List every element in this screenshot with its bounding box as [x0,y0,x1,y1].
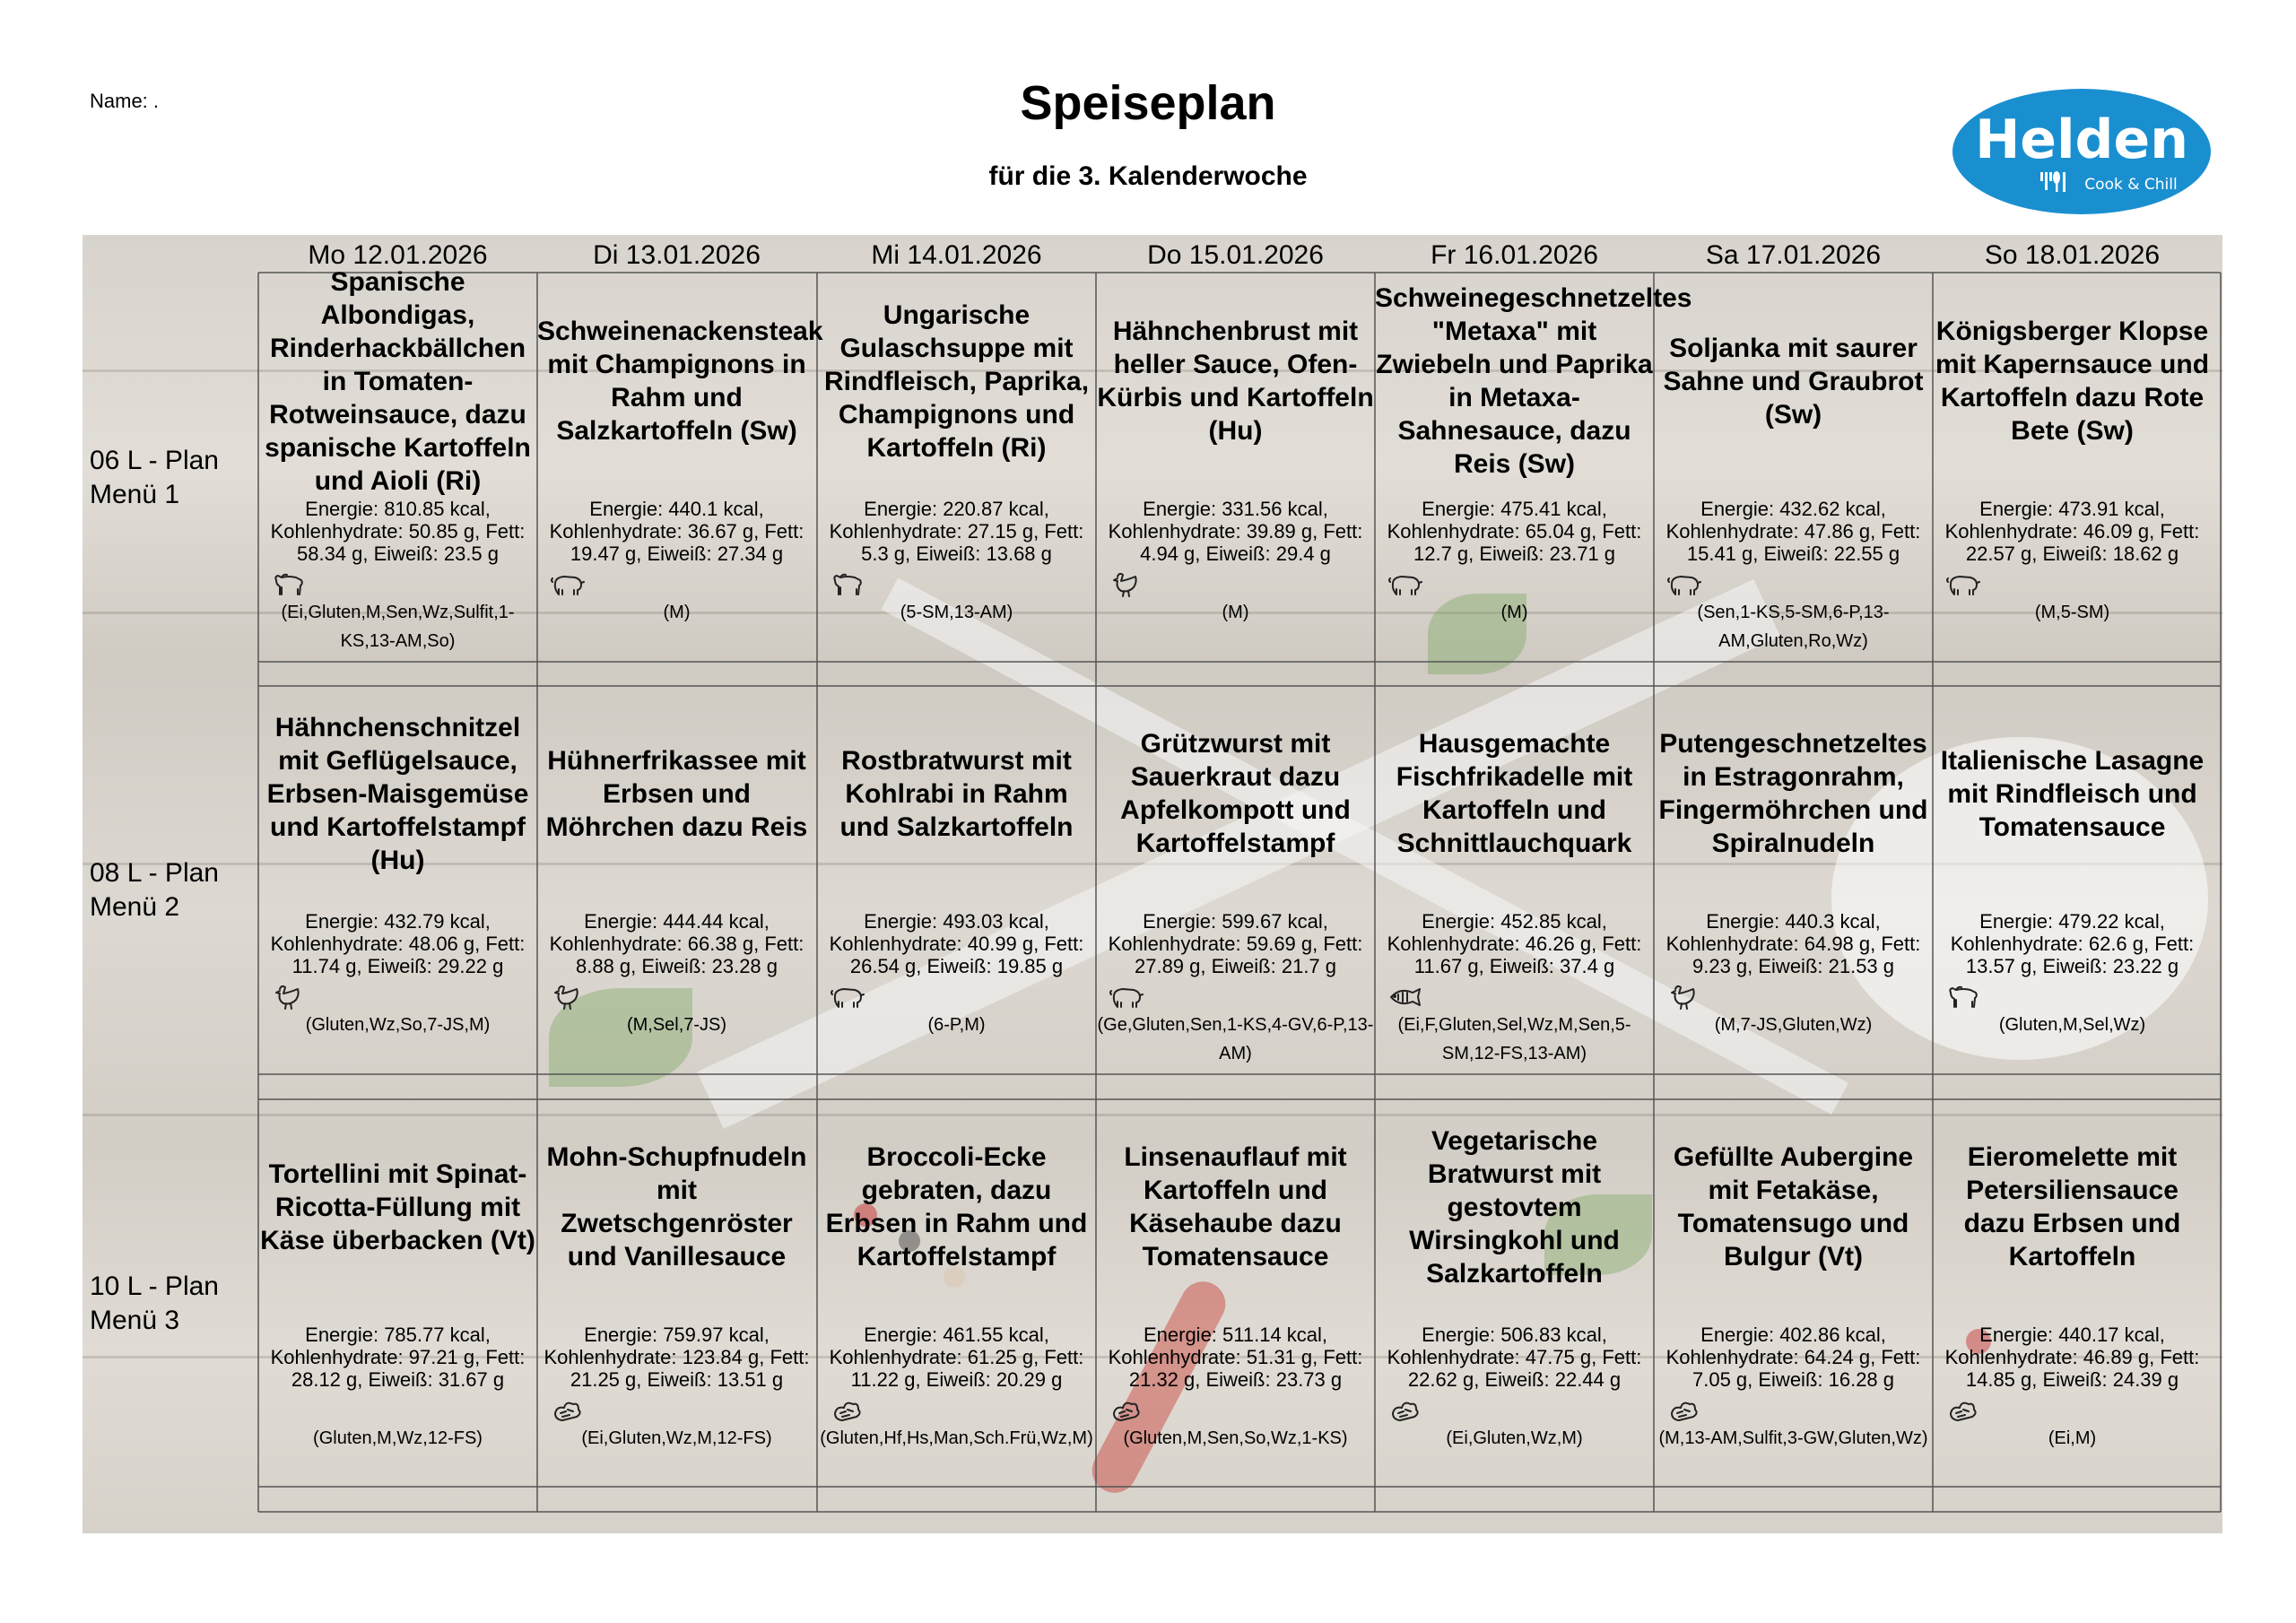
nutrition-info: Energie: 479.22 kcal, Kohlenhydrate: 62.6 g, Fett: 13.57 g, Eiweiß: 23.22 g [1950,910,2195,977]
dish-name: Mohn-Schupfnudeln mit Zwetschgenröster und Vanillesauce [546,1142,807,1271]
dish-name: Spanische Albondigas, Rinderhackbällchen in Tomaten-Rotweinsauce, dazu spanische Kartoffeln und Aioli (Ri) [265,266,531,496]
menu-cell [817,686,1096,1073]
allergen-info: (M) [1500,603,1528,622]
pig-icon [1387,569,1423,600]
nutrition-info: Energie: 493.03 kcal, Kohlenhydrate: 40.99 g, Fett: 26.54 g, Eiweiß: 19.85 g [829,910,1084,977]
nutrition-info: Energie: 440.17 kcal, Kohlenhydrate: 46.89 g, Fett: 14.85 g, Eiweiß: 24.39 g [1944,1324,2200,1391]
nutrition-info: Energie: 432.62 kcal, Kohlenhydrate: 47.86 g, Fett: 15.41 g, Eiweiß: 22.55 g [1665,498,1921,565]
dish-name: Rostbratwurst mit Kohlrabi in Rahm und Salzkartoffeln [839,745,1074,842]
allergen-info: (Gluten,M,Sel,Wz) [1998,1015,2146,1035]
day-header: Mi 14.01.2026 [871,240,1042,270]
menu-cell [1933,1099,2212,1487]
pig-icon [550,569,586,600]
nutrition-info: Energie: 511.14 kcal, Kohlenhydrate: 51.31 g, Fett: 21.32 g, Eiweiß: 23.73 g [1108,1324,1363,1391]
dish-name: Gefüllte Aubergine mit Fetakäse, Tomatensugo und Bulgur (Vt) [1673,1142,1914,1271]
allergen-info: (Ei,F,Gluten,Sel,Wz,M,Sen,5-SM,12-FS,13-AM) [1397,1015,1631,1063]
day-header: So 18.01.2026 [1984,240,2161,270]
menu-cell [1096,1099,1375,1487]
allergen-info: (M) [1222,603,1249,622]
dish-name: Linsenauflauf mit Kartoffeln und Käsehaube dazu Tomatensauce [1124,1142,1347,1271]
nutrition-info: Energie: 452.85 kcal, Kohlenhydrate: 46.26 g, Fett: 11.67 g, Eiweiß: 37.4 g [1387,910,1642,977]
dish-name: Grützwurst mit Sauerkraut dazu Apfelkompott und Kartoffelstampf [1120,729,1351,858]
chicken-icon [271,982,307,1012]
pig-icon [1109,982,1144,1012]
nutrition-info: Energie: 599.67 kcal, Kohlenhydrate: 59.69 g, Fett: 27.89 g, Eiweiß: 21.7 g [1108,910,1363,977]
menu-cell [1375,273,1692,661]
vegetable-icon [1387,1395,1423,1426]
nutrition-info: Energie: 759.97 kcal, Kohlenhydrate: 123.84 g, Fett: 21.25 g, Eiweiß: 13.51 g [544,1324,810,1391]
allergen-info: (Gluten,M,Wz,12-FS) [313,1428,483,1448]
nutrition-info: Energie: 402.86 kcal, Kohlenhydrate: 64.24 g, Fett: 7.05 g, Eiweiß: 16.28 g [1665,1324,1921,1391]
day-header: Di 13.01.2026 [593,240,761,270]
chicken-icon [1666,982,1702,1012]
menu-label-line2: Menü 3 [90,1306,180,1335]
menu-label-line1: 06 L - Plan [90,446,219,475]
nutrition-info: Energie: 473.91 kcal, Kohlenhydrate: 46.09 g, Fett: 22.57 g, Eiweiß: 18.62 g [1944,498,2200,565]
menu-cell [1654,1099,1933,1487]
dish-name: Tortellini mit Spinat-Ricotta-Füllung mit Käse überbacken (Vt) [260,1159,535,1255]
dish-name: Soljanka mit saurer Sahne und Graubrot (Sw) [1663,333,1924,430]
day-header: Mo 12.01.2026 [308,240,488,270]
dish-name: Königsberger Klopse mit Kapernsauce und Kartoffeln dazu Rote Bete (Sw) [1935,317,2210,446]
nutrition-info: Energie: 444.44 kcal, Kohlenhydrate: 66.38 g, Fett: 8.88 g, Eiweiß: 23.28 g [549,910,804,977]
pig-icon [830,982,865,1012]
nutrition-info: Energie: 331.56 kcal, Kohlenhydrate: 39.89 g, Fett: 4.94 g, Eiweiß: 29.4 g [1108,498,1363,565]
nutrition-info: Energie: 440.1 kcal, Kohlenhydrate: 36.67 g, Fett: 19.47 g, Eiweiß: 27.34 g [549,498,804,565]
nutrition-info: Energie: 475.41 kcal, Kohlenhydrate: 65.04 g, Fett: 12.7 g, Eiweiß: 23.71 g [1387,498,1642,565]
cow-icon [1945,982,1981,1012]
menu-cell [1654,686,1933,1073]
menu-label [90,1270,219,1338]
dish-name: Hähnchenschnitzel mit Geflügelsauce, Erbsen-Maisgemüse und Kartoffelstampf (Hu) [266,712,529,875]
menu-cell [1375,686,1654,1073]
menu-cell [1933,686,2212,1073]
menu-cell [1096,686,1375,1073]
day-header: Fr 16.01.2026 [1431,240,1598,270]
dish-name: Schweinegeschnetzeltes "Metaxa" mit Zwiebeln und Paprika in Metaxa-Sahnesauce, dazu Reis (Sw) [1375,283,1692,479]
allergen-info: (M,Sel,7-JS) [626,1015,727,1035]
nutrition-info: Energie: 432.79 kcal, Kohlenhydrate: 48.06 g, Fett: 11.74 g, Eiweiß: 29.22 g [270,910,526,977]
menu-cell [817,1099,1096,1487]
dish-name: Broccoli-Ecke gebraten, dazu Erbsen in Rahm und Kartoffelstampf [825,1142,1088,1271]
allergen-info: (Gluten,Hf,Hs,Man,Sch.Frü,Wz,M) [820,1428,1093,1448]
chicken-icon [1109,569,1144,600]
nutrition-info: Energie: 461.55 kcal, Kohlenhydrate: 61.25 g, Fett: 11.22 g, Eiweiß: 20.29 g [829,1324,1084,1391]
dish-name: Eieromelette mit Petersiliensauce dazu Erbsen und Kartoffeln [1963,1142,2181,1271]
pig-icon [1666,569,1702,600]
allergen-info: (Sen,1-KS,5-SM,6-P,13-AM,Gluten,Ro,Wz) [1697,603,1890,651]
menu-cell [1375,1099,1654,1487]
nutrition-info: Energie: 506.83 kcal, Kohlenhydrate: 47.75 g, Fett: 22.62 g, Eiweiß: 22.44 g [1387,1324,1642,1391]
dish-name: Schweinenackensteak mit Champignons in Rahm und Salzkartoffeln (Sw) [537,317,823,446]
dish-name: Putengeschnetzeltes in Estragonrahm, Fingermöhrchen und Spiralnudeln [1658,729,1928,858]
allergen-info: (M,7-JS,Gluten,Wz) [1714,1015,1873,1035]
menu-cell [537,273,823,661]
menu-label-line1: 10 L - Plan [90,1271,219,1301]
menu-cell [537,1099,816,1487]
nutrition-info: Energie: 440.3 kcal, Kohlenhydrate: 64.98 g, Fett: 9.23 g, Eiweiß: 21.53 g [1665,910,1921,977]
menu-cell [258,266,537,661]
page-subtitle: für die 3. Kalenderwoche [988,161,1308,191]
allergen-info: (5-SM,13-AM) [900,603,1013,622]
cow-icon [830,569,865,600]
allergen-info: (Ge,Gluten,Sen,1-KS,4-GV,6-P,13-AM) [1097,1015,1374,1063]
menu-cell [258,686,537,1073]
menu-label-line1: 08 L - Plan [90,858,219,888]
day-header: Do 15.01.2026 [1147,240,1324,270]
nutrition-info: Energie: 220.87 kcal, Kohlenhydrate: 27.15 g, Fett: 5.3 g, Eiweiß: 13.68 g [829,498,1084,565]
menu-label-line2: Menü 2 [90,892,180,922]
fish-icon [1387,982,1423,1012]
menu-cell [817,273,1096,661]
allergen-info: (M,5-SM) [2034,603,2110,622]
logo-brand: Helden [1975,108,2188,171]
chicken-icon [550,982,586,1012]
allergen-info: (Ei,Gluten,Wz,M) [1446,1428,1583,1448]
dish-name: Vegetarische Bratwurst mit gestovtem Wirsingkohl und Salzkartoffeln [1409,1125,1620,1289]
allergen-info: (Gluten,Wz,So,7-JS,M) [305,1015,491,1035]
menu-cell [1933,273,2212,661]
allergen-info: (Ei,Gluten,M,Sen,Wz,Sulfit,1-KS,13-AM,So) [281,603,515,651]
allergen-info: (Ei,Gluten,Wz,M,12-FS) [581,1428,772,1448]
menu-label-line2: Menü 1 [90,480,180,509]
logo-tagline: Cook & Chill [2084,176,2178,194]
vegetable-icon [830,1395,865,1426]
dish-name: Italienische Lasagne mit Rindfleisch und Tomatensauce [1940,745,2205,842]
dish-name: Ungarische Gulaschsuppe mit Rindfleisch, Paprika, Champignons und Kartoffeln (Ri) [823,299,1090,463]
menu-cell [258,1099,537,1487]
dish-name: Hühnerfrikassee mit Erbsen und Möhrchen dazu Reis [545,745,808,842]
vegetable-icon [1109,1395,1144,1426]
nutrition-info: Energie: 785.77 kcal, Kohlenhydrate: 97.21 g, Fett: 28.12 g, Eiweiß: 31.67 g [270,1324,526,1391]
menu-cell [1654,273,1933,661]
allergen-info: (6-P,M) [927,1015,986,1035]
dish-name: Hähnchenbrust mit heller Sauce, Ofen-Kürbis und Kartoffeln (Hu) [1097,317,1374,446]
menu-label [90,444,219,512]
menu-cell [537,686,816,1073]
page-title: Speiseplan [1020,76,1276,130]
menu-cell [1096,273,1375,661]
allergen-info: (M,13-AM,Sulfit,3-GW,Gluten,Wz) [1658,1428,1928,1448]
vegetable-icon [1666,1395,1702,1426]
dish-name: Hausgemachte Fischfrikadelle mit Kartoffeln und Schnittlauchquark [1396,729,1633,858]
allergen-info: (Gluten,M,Sen,So,Wz,1-KS) [1123,1428,1348,1448]
name-label: Name: . [90,90,160,112]
vegetable-icon [1945,1395,1981,1426]
vegetable-icon [550,1395,586,1426]
allergen-info: (Ei,M) [2048,1428,2097,1448]
allergen-info: (M) [663,603,691,622]
menu-label [90,856,219,924]
pig-icon [1945,569,1981,600]
nutrition-info: Energie: 810.85 kcal, Kohlenhydrate: 50.85 g, Fett: 58.34 g, Eiweiß: 23.5 g [270,498,526,565]
cow-icon [271,569,307,600]
day-header: Sa 17.01.2026 [1705,240,1882,270]
